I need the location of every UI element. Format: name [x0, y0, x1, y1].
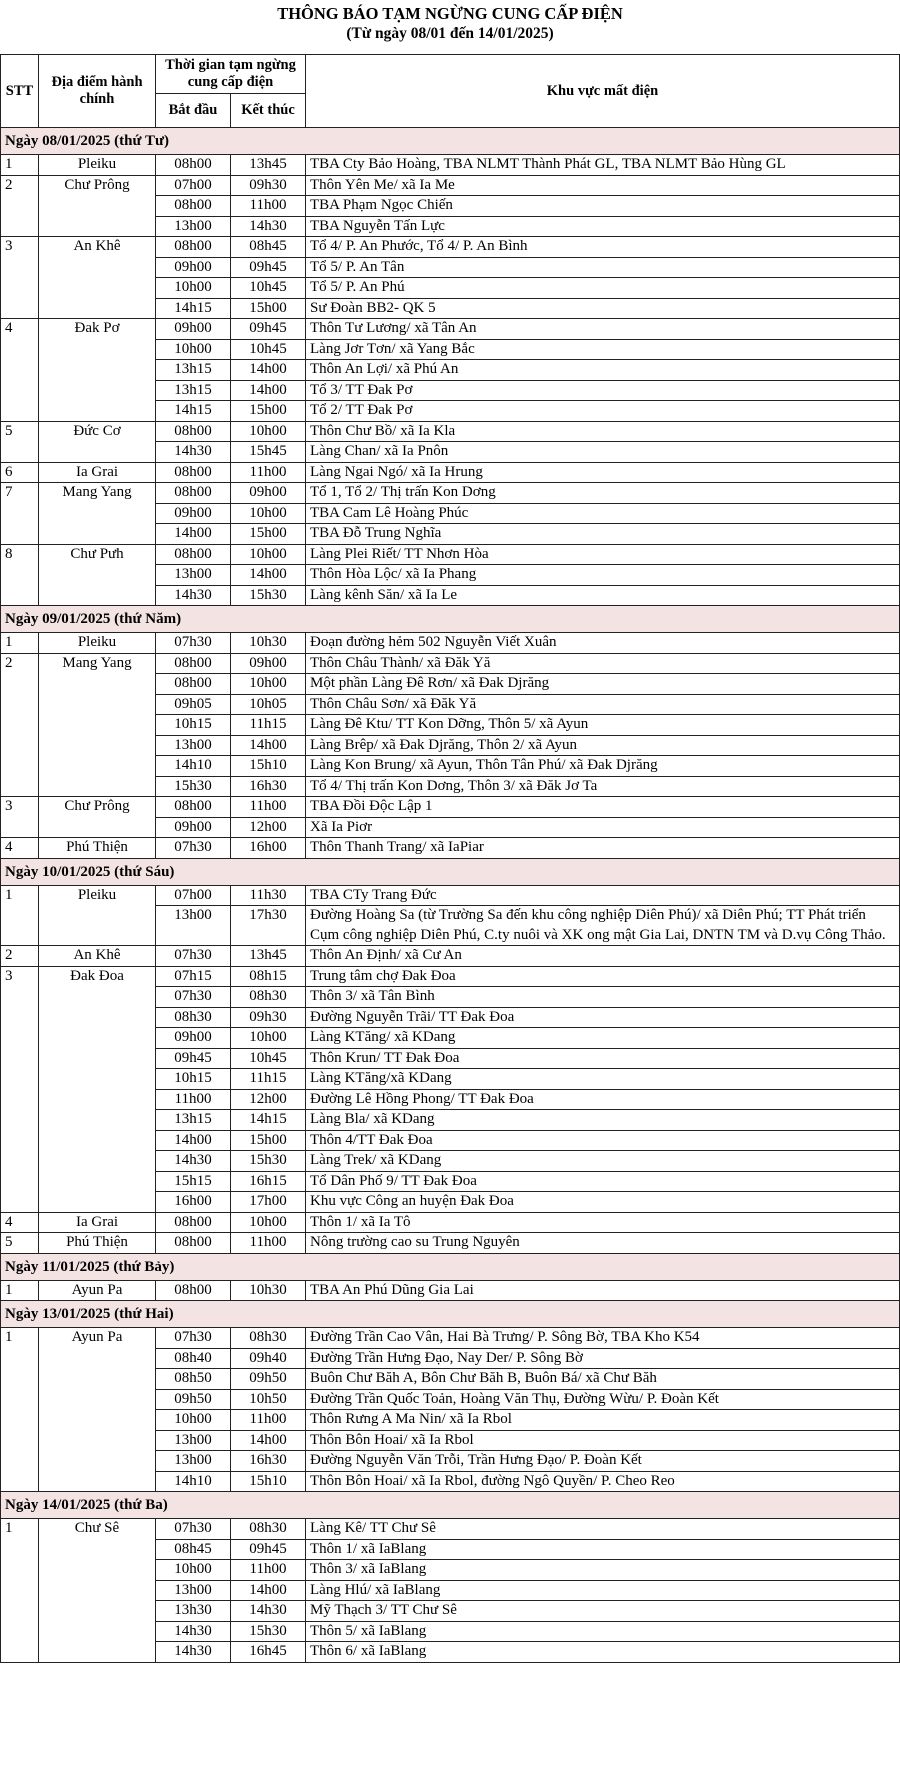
end-time-cell: 13h45	[231, 946, 306, 967]
outage-table	[0, 54, 900, 1663]
end-time-cell: 14h00	[231, 565, 306, 586]
end-time-cell: 09h45	[231, 1539, 306, 1560]
start-time-cell: 11h00	[156, 1089, 231, 1110]
stt-cell: 4	[1, 838, 39, 859]
area-cell: TBA An Phú Dũng Gia Lai	[306, 1280, 900, 1301]
start-time-cell: 14h00	[156, 1130, 231, 1151]
table-row	[1, 1233, 900, 1254]
stt-cell: 1	[1, 1280, 39, 1301]
area-cell: Đường Trần Quốc Toản, Hoàng Văn Thụ, Đường Wừu/ P. Đoàn Kết	[306, 1389, 900, 1410]
stt-cell: 5	[1, 421, 39, 462]
stt-cell: 2	[1, 175, 39, 237]
location-cell: An Khê	[39, 237, 156, 319]
start-time-cell: 07h00	[156, 175, 231, 196]
end-time-cell: 16h30	[231, 776, 306, 797]
end-time-cell: 14h00	[231, 735, 306, 756]
day-header-row	[1, 1253, 900, 1280]
area-cell: Đường Trần Hưng Đạo, Nay Der/ P. Sông Bờ	[306, 1348, 900, 1369]
start-time-cell: 13h00	[156, 906, 231, 946]
area-cell: Làng kênh Săn/ xã Ia Le	[306, 585, 900, 606]
end-time-cell: 15h00	[231, 524, 306, 545]
area-cell: Làng Hlú/ xã IaBlang	[306, 1580, 900, 1601]
end-time-cell: 15h10	[231, 756, 306, 777]
notice-title: THÔNG BÁO TẠM NGỪNG CUNG CẤP ĐIỆN	[277, 4, 623, 23]
end-time-cell: 10h45	[231, 339, 306, 360]
start-time-cell: 13h15	[156, 380, 231, 401]
table-row	[1, 653, 900, 674]
end-time-cell: 11h15	[231, 1069, 306, 1090]
start-time-cell: 08h45	[156, 1539, 231, 1560]
table-row	[1, 155, 900, 176]
area-cell: Đường Trần Cao Vân, Hai Bà Trưng/ P. Sông Bờ, TBA Kho K54	[306, 1328, 900, 1349]
start-time-cell: 09h05	[156, 694, 231, 715]
start-time-cell: 10h00	[156, 1410, 231, 1431]
end-time-cell: 14h00	[231, 1430, 306, 1451]
notice-subtitle: (Từ ngày 08/01 đến 14/01/2025)	[346, 25, 554, 42]
stt-cell: 6	[1, 462, 39, 483]
start-time-cell: 08h00	[156, 653, 231, 674]
stt-cell: 2	[1, 946, 39, 967]
area-cell: TBA Đỗ Trung Nghĩa	[306, 524, 900, 545]
start-time-cell: 08h30	[156, 1007, 231, 1028]
start-time-cell: 08h00	[156, 237, 231, 258]
table-row	[1, 797, 900, 818]
end-time-cell: 15h30	[231, 1151, 306, 1172]
area-cell: Thôn Châu Thành/ xã Đăk Yă	[306, 653, 900, 674]
start-time-cell: 13h00	[156, 216, 231, 237]
end-time-cell: 14h00	[231, 1580, 306, 1601]
start-time-cell: 08h00	[156, 1233, 231, 1254]
area-cell: Thôn Bôn Hoai/ xã Ia Rbol, đường Ngô Quyền/ P. Cheo Reo	[306, 1471, 900, 1492]
end-time-cell: 11h00	[231, 1560, 306, 1581]
location-cell: Đức Cơ	[39, 421, 156, 462]
day-label: Ngày 11/01/2025 (thứ Bảy)	[1, 1253, 900, 1280]
area-cell: TBA Cty Bảo Hoàng, TBA NLMT Thành Phát GL, TBA NLMT Bảo Hùng GL	[306, 155, 900, 176]
area-cell: Nông trường cao su Trung Nguyên	[306, 1233, 900, 1254]
end-time-cell: 10h00	[231, 544, 306, 565]
area-cell: Đoạn đường hẻm 502 Nguyễn Viết Xuân	[306, 633, 900, 654]
header-time-group: Thời gian tạm ngừng cung cấp điện	[156, 55, 306, 94]
start-time-cell: 10h15	[156, 1069, 231, 1090]
end-time-cell: 17h00	[231, 1192, 306, 1213]
area-cell: Xã Ia Piơr	[306, 817, 900, 838]
location-cell: Phú Thiện	[39, 838, 156, 859]
start-time-cell: 15h30	[156, 776, 231, 797]
day-header-row	[1, 606, 900, 633]
start-time-cell: 10h00	[156, 1560, 231, 1581]
area-cell: Thôn 5/ xã IaBlang	[306, 1621, 900, 1642]
header-area: Khu vực mất điện	[306, 55, 900, 128]
day-header-row	[1, 1301, 900, 1328]
end-time-cell: 11h00	[231, 1233, 306, 1254]
start-time-cell: 07h00	[156, 885, 231, 906]
area-cell: Thôn Thanh Trang/ xã IaPiar	[306, 838, 900, 859]
area-cell: Thôn Krun/ TT Đak Đoa	[306, 1048, 900, 1069]
stt-cell: 1	[1, 885, 39, 946]
stt-cell: 7	[1, 483, 39, 545]
table-row	[1, 633, 900, 654]
area-cell: Thôn An Định/ xã Cư An	[306, 946, 900, 967]
location-cell: Mang Yang	[39, 653, 156, 797]
start-time-cell: 09h00	[156, 319, 231, 340]
start-time-cell: 07h15	[156, 966, 231, 987]
area-cell: Đường Lê Hồng Phong/ TT Đak Đoa	[306, 1089, 900, 1110]
table-row	[1, 838, 900, 859]
stt-cell: 3	[1, 237, 39, 319]
start-time-cell: 09h00	[156, 503, 231, 524]
end-time-cell: 10h00	[231, 1212, 306, 1233]
table-row	[1, 946, 900, 967]
start-time-cell: 13h15	[156, 360, 231, 381]
area-cell: Làng Trek/ xã KDang	[306, 1151, 900, 1172]
start-time-cell: 09h00	[156, 257, 231, 278]
end-time-cell: 15h45	[231, 442, 306, 463]
end-time-cell: 10h50	[231, 1389, 306, 1410]
area-cell: Thôn 3/ xã Tân Bình	[306, 987, 900, 1008]
location-cell: Đak Đoa	[39, 966, 156, 1212]
area-cell: TBA Đồi Độc Lập 1	[306, 797, 900, 818]
area-cell: Làng KTăng/ xã KDang	[306, 1028, 900, 1049]
end-time-cell: 14h15	[231, 1110, 306, 1131]
area-cell: TBA Cam Lê Hoàng Phúc	[306, 503, 900, 524]
area-cell: Thôn Hòa Lộc/ xã Ia Phang	[306, 565, 900, 586]
area-cell: Làng Kon Brung/ xã Ayun, Thôn Tân Phú/ xã Đak Djrăng	[306, 756, 900, 777]
location-cell: An Khê	[39, 946, 156, 967]
location-cell: Mang Yang	[39, 483, 156, 545]
location-cell: Phú Thiện	[39, 1233, 156, 1254]
area-cell: Tổ 4/ Thị trấn Kon Dơng, Thôn 3/ xã Đăk Jơ Ta	[306, 776, 900, 797]
start-time-cell: 14h15	[156, 298, 231, 319]
start-time-cell: 10h00	[156, 339, 231, 360]
start-time-cell: 08h40	[156, 1348, 231, 1369]
start-time-cell: 07h30	[156, 946, 231, 967]
location-cell: Chư Pưh	[39, 544, 156, 606]
stt-cell: 8	[1, 544, 39, 606]
area-cell: TBA Phạm Ngọc Chiến	[306, 196, 900, 217]
end-time-cell: 10h00	[231, 674, 306, 695]
start-time-cell: 14h30	[156, 585, 231, 606]
end-time-cell: 08h30	[231, 1328, 306, 1349]
start-time-cell: 13h00	[156, 1580, 231, 1601]
table-row	[1, 421, 900, 442]
start-time-cell: 14h10	[156, 1471, 231, 1492]
area-cell: Đường Nguyễn Văn Trỗi, Trần Hưng Đạo/ P. Đoàn Kết	[306, 1451, 900, 1472]
end-time-cell: 11h00	[231, 797, 306, 818]
stt-cell: 3	[1, 966, 39, 1212]
end-time-cell: 11h15	[231, 715, 306, 736]
end-time-cell: 10h00	[231, 503, 306, 524]
end-time-cell: 10h05	[231, 694, 306, 715]
area-cell: Làng Bla/ xã KDang	[306, 1110, 900, 1131]
start-time-cell: 08h00	[156, 544, 231, 565]
area-cell: Thôn Yên Me/ xã Ia Me	[306, 175, 900, 196]
start-time-cell: 08h00	[156, 797, 231, 818]
end-time-cell: 09h00	[231, 483, 306, 504]
start-time-cell: 07h30	[156, 1519, 231, 1540]
start-time-cell: 14h00	[156, 524, 231, 545]
end-time-cell: 13h45	[231, 155, 306, 176]
stt-cell: 1	[1, 1328, 39, 1492]
stt-cell: 1	[1, 1519, 39, 1663]
stt-cell: 4	[1, 1212, 39, 1233]
area-cell: Tổ 5/ P. An Tân	[306, 257, 900, 278]
end-time-cell: 16h45	[231, 1642, 306, 1663]
stt-cell: 2	[1, 653, 39, 797]
start-time-cell: 08h00	[156, 196, 231, 217]
start-time-cell: 08h00	[156, 462, 231, 483]
area-cell: Làng KTăng/xã KDang	[306, 1069, 900, 1090]
end-time-cell: 15h00	[231, 401, 306, 422]
day-header-row	[1, 858, 900, 885]
area-cell: Làng Chan/ xã Ia Pnôn	[306, 442, 900, 463]
location-cell: Pleiku	[39, 633, 156, 654]
day-header-row	[1, 1492, 900, 1519]
area-cell: Làng Jơr Tơn/ xã Yang Bắc	[306, 339, 900, 360]
area-cell: Làng Kê/ TT Chư Sê	[306, 1519, 900, 1540]
area-cell: Làng Plei Riết/ TT Nhơn Hòa	[306, 544, 900, 565]
location-cell: Chư Prông	[39, 175, 156, 237]
end-time-cell: 10h30	[231, 633, 306, 654]
area-cell: TBA Nguyễn Tấn Lực	[306, 216, 900, 237]
area-cell: Tổ Dân Phố 9/ TT Đak Đoa	[306, 1171, 900, 1192]
start-time-cell: 08h50	[156, 1369, 231, 1390]
end-time-cell: 08h45	[231, 237, 306, 258]
start-time-cell: 07h30	[156, 987, 231, 1008]
end-time-cell: 12h00	[231, 817, 306, 838]
start-time-cell: 14h30	[156, 442, 231, 463]
start-time-cell: 08h00	[156, 421, 231, 442]
area-cell: Một phần Làng Đê Rơn/ xã Đak Djrăng	[306, 674, 900, 695]
end-time-cell: 12h00	[231, 1089, 306, 1110]
header-stt: STT	[1, 55, 39, 128]
outage-table-body	[1, 128, 900, 1663]
location-cell: Ia Grai	[39, 462, 156, 483]
start-time-cell: 13h00	[156, 1451, 231, 1472]
table-row	[1, 175, 900, 196]
day-header-row	[1, 128, 900, 155]
area-cell: Làng Ngai Ngó/ xã Ia Hrung	[306, 462, 900, 483]
start-time-cell: 07h30	[156, 633, 231, 654]
end-time-cell: 10h00	[231, 1028, 306, 1049]
end-time-cell: 09h50	[231, 1369, 306, 1390]
start-time-cell: 08h00	[156, 1280, 231, 1301]
start-time-cell: 10h15	[156, 715, 231, 736]
start-time-cell: 13h00	[156, 565, 231, 586]
end-time-cell: 10h45	[231, 278, 306, 299]
area-cell: Tổ 2/ TT Đak Pơ	[306, 401, 900, 422]
start-time-cell: 16h00	[156, 1192, 231, 1213]
day-label: Ngày 09/01/2025 (thứ Năm)	[1, 606, 900, 633]
end-time-cell: 11h00	[231, 462, 306, 483]
end-time-cell: 17h30	[231, 906, 306, 946]
end-time-cell: 16h15	[231, 1171, 306, 1192]
start-time-cell: 09h00	[156, 1028, 231, 1049]
table-row	[1, 1212, 900, 1233]
start-time-cell: 08h00	[156, 155, 231, 176]
table-row	[1, 462, 900, 483]
end-time-cell: 09h45	[231, 319, 306, 340]
area-cell: Thôn Rưng A Ma Nin/ xã Ia Rbol	[306, 1410, 900, 1431]
area-cell: Làng Brêp/ xã Đak Djrăng, Thôn 2/ xã Ayun	[306, 735, 900, 756]
header-start: Bắt đầu	[156, 94, 231, 128]
area-cell: Buôn Chư Băh A, Bôn Chư Băh B, Buôn Bá/ xã Chư Băh	[306, 1369, 900, 1390]
table-row	[1, 544, 900, 565]
day-label: Ngày 08/01/2025 (thứ Tư)	[1, 128, 900, 155]
table-row	[1, 319, 900, 340]
area-cell: Tổ 3/ TT Đak Pơ	[306, 380, 900, 401]
end-time-cell: 09h30	[231, 1007, 306, 1028]
start-time-cell: 08h00	[156, 1212, 231, 1233]
area-cell: TBA CTy Trang Đức	[306, 885, 900, 906]
start-time-cell: 14h30	[156, 1151, 231, 1172]
area-cell: Thôn 1/ xã Ia Tô	[306, 1212, 900, 1233]
end-time-cell: 14h00	[231, 380, 306, 401]
header-location: Địa điểm hành chính	[39, 55, 156, 128]
stt-cell: 1	[1, 633, 39, 654]
end-time-cell: 08h30	[231, 1519, 306, 1540]
stt-cell: 4	[1, 319, 39, 422]
end-time-cell: 08h30	[231, 987, 306, 1008]
location-cell: Pleiku	[39, 155, 156, 176]
end-time-cell: 14h30	[231, 1601, 306, 1622]
table-row	[1, 237, 900, 258]
day-label: Ngày 14/01/2025 (thứ Ba)	[1, 1492, 900, 1519]
location-cell: Chư Sê	[39, 1519, 156, 1663]
area-cell: Trung tâm chợ Đak Đoa	[306, 966, 900, 987]
table-row	[1, 966, 900, 987]
location-cell: Đak Pơ	[39, 319, 156, 422]
end-time-cell: 10h00	[231, 421, 306, 442]
start-time-cell: 13h00	[156, 735, 231, 756]
end-time-cell: 09h40	[231, 1348, 306, 1369]
end-time-cell: 15h10	[231, 1471, 306, 1492]
area-cell: Thôn 1/ xã IaBlang	[306, 1539, 900, 1560]
end-time-cell: 11h00	[231, 1410, 306, 1431]
start-time-cell: 15h15	[156, 1171, 231, 1192]
table-row	[1, 483, 900, 504]
table-row	[1, 885, 900, 906]
end-time-cell: 15h30	[231, 1621, 306, 1642]
end-time-cell: 14h00	[231, 360, 306, 381]
day-label: Ngày 10/01/2025 (thứ Sáu)	[1, 858, 900, 885]
area-cell: Thôn Chư Bồ/ xã Ia Kla	[306, 421, 900, 442]
area-cell: Thôn Bôn Hoai/ xã Ia Rbol	[306, 1430, 900, 1451]
location-cell: Ayun Pa	[39, 1328, 156, 1492]
start-time-cell: 13h30	[156, 1601, 231, 1622]
end-time-cell: 09h00	[231, 653, 306, 674]
location-cell: Pleiku	[39, 885, 156, 946]
table-row	[1, 1519, 900, 1540]
day-label: Ngày 13/01/2025 (thứ Hai)	[1, 1301, 900, 1328]
area-cell: Đường Nguyễn Trãi/ TT Đak Đoa	[306, 1007, 900, 1028]
stt-cell: 5	[1, 1233, 39, 1254]
end-time-cell: 15h00	[231, 1130, 306, 1151]
start-time-cell: 09h50	[156, 1389, 231, 1410]
end-time-cell: 10h45	[231, 1048, 306, 1069]
end-time-cell: 15h00	[231, 298, 306, 319]
end-time-cell: 16h30	[231, 1451, 306, 1472]
start-time-cell: 07h30	[156, 1328, 231, 1349]
start-time-cell: 10h00	[156, 278, 231, 299]
stt-cell: 1	[1, 155, 39, 176]
area-cell: Tổ 5/ P. An Phú	[306, 278, 900, 299]
start-time-cell: 14h30	[156, 1642, 231, 1663]
end-time-cell: 11h00	[231, 196, 306, 217]
area-cell: Sư Đoàn BB2- QK 5	[306, 298, 900, 319]
area-cell: Thôn An Lợi/ xã Phú An	[306, 360, 900, 381]
end-time-cell: 10h30	[231, 1280, 306, 1301]
end-time-cell: 09h45	[231, 257, 306, 278]
table-row	[1, 1280, 900, 1301]
end-time-cell: 09h30	[231, 175, 306, 196]
area-cell: Làng Đê Ktu/ TT Kon Dỡng, Thôn 5/ xã Ayun	[306, 715, 900, 736]
start-time-cell: 08h00	[156, 483, 231, 504]
end-time-cell: 11h30	[231, 885, 306, 906]
area-cell: Thôn 3/ xã IaBlang	[306, 1560, 900, 1581]
location-cell: Chư Prông	[39, 797, 156, 838]
table-row	[1, 1328, 900, 1349]
area-cell: Tổ 1, Tổ 2/ Thị trấn Kon Dơng	[306, 483, 900, 504]
start-time-cell: 14h15	[156, 401, 231, 422]
end-time-cell: 08h15	[231, 966, 306, 987]
start-time-cell: 13h15	[156, 1110, 231, 1131]
area-cell: Tổ 4/ P. An Phước, Tổ 4/ P. An Bình	[306, 237, 900, 258]
area-cell: Thôn 4/TT Đak Đoa	[306, 1130, 900, 1151]
start-time-cell: 07h30	[156, 838, 231, 859]
area-cell: Thôn 6/ xã IaBlang	[306, 1642, 900, 1663]
start-time-cell: 09h45	[156, 1048, 231, 1069]
start-time-cell: 13h00	[156, 1430, 231, 1451]
start-time-cell: 14h30	[156, 1621, 231, 1642]
end-time-cell: 14h30	[231, 216, 306, 237]
start-time-cell: 08h00	[156, 674, 231, 695]
start-time-cell: 09h00	[156, 817, 231, 838]
stt-cell: 3	[1, 797, 39, 838]
end-time-cell: 16h00	[231, 838, 306, 859]
header-end: Kết thúc	[231, 94, 306, 128]
location-cell: Ayun Pa	[39, 1280, 156, 1301]
location-cell: Ia Grai	[39, 1212, 156, 1233]
area-cell: Khu vực Công an huyện Đak Đoa	[306, 1192, 900, 1213]
end-time-cell: 15h30	[231, 585, 306, 606]
start-time-cell: 14h10	[156, 756, 231, 777]
area-cell: Thôn Tư Lương/ xã Tân An	[306, 319, 900, 340]
area-cell: Mỹ Thạch 3/ TT Chư Sê	[306, 1601, 900, 1622]
area-cell: Đường Hoàng Sa (từ Trường Sa đến khu công nghiệp Diên Phú)/ xã Diên Phú; TT Phát triển Cụm công nghiệp Diên Phú, C.ty nuôi và XK ong mật Gia Lai, DNTN TM và D.vụ Công Thảo.	[306, 906, 900, 946]
area-cell: Thôn Châu Sơn/ xã Đăk Yă	[306, 694, 900, 715]
